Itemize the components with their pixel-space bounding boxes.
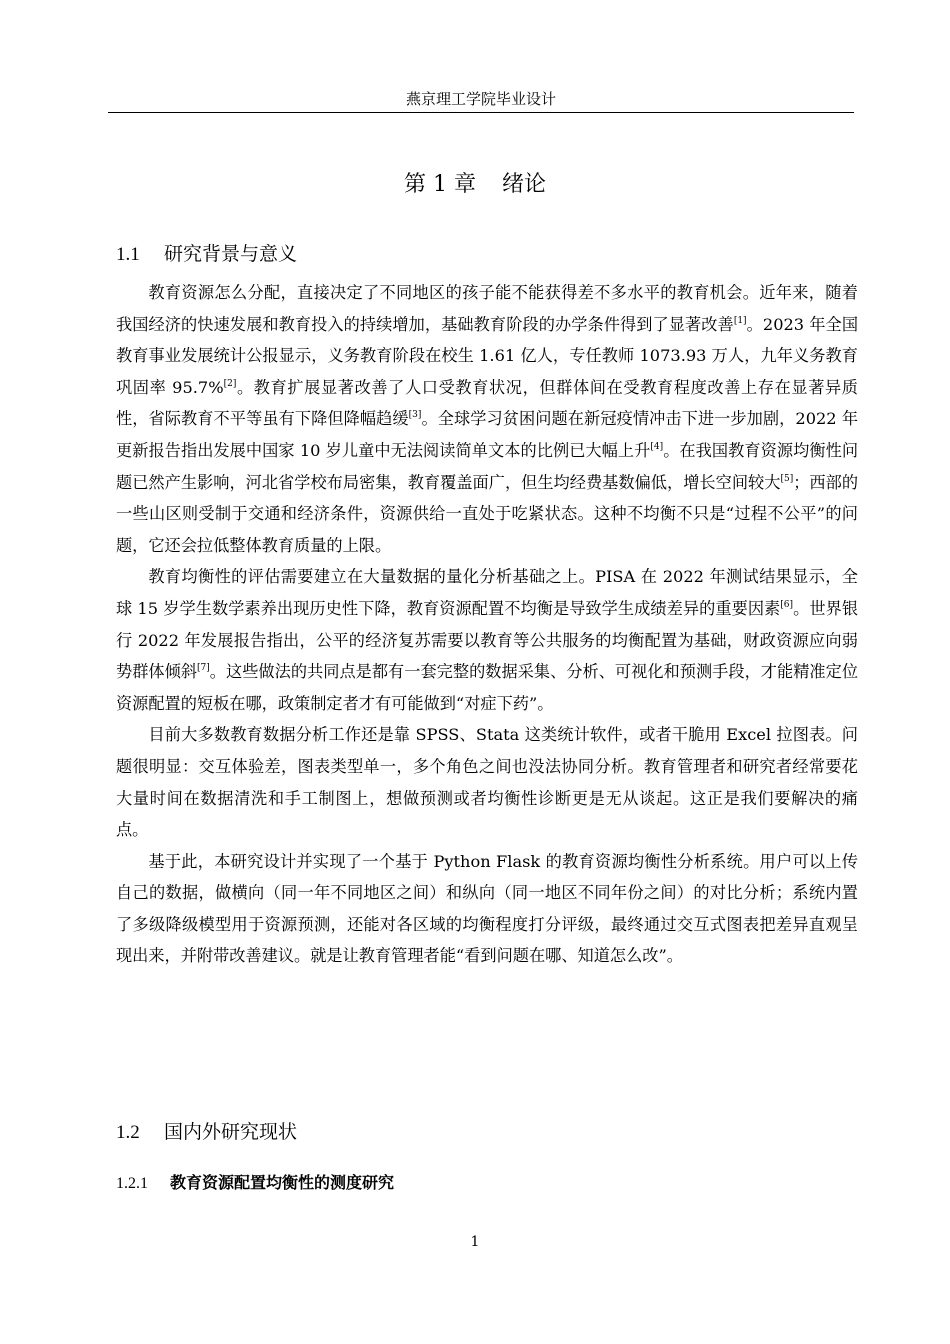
paragraph-1 — [116, 277, 858, 561]
text-run: 目前大多数教育数据分析工作还是靠 SPSS、Stata 这类统计软件，或者干脆用 Excel 拉图表。问题很明显：交互体验差，图表类型单一，多个角色之间也没法协同分析。教育管理者和研究者经常要花大量时间在数据清洗和手工制图上，想做预测或者均衡性诊断更是无从谈起。这正是我们要解决的痛点。 — [116, 725, 858, 840]
page-number: 1 — [470, 1234, 480, 1250]
paragraph-4 — [116, 846, 858, 972]
section-title: 研究背景与意义 — [164, 243, 298, 265]
running-header: 燕京理工学院毕业设计 — [405, 90, 556, 108]
citation-2: [2] — [223, 378, 237, 389]
text-run: 。全球学习贫困问题在新冠疫情冲击下进一步加剧，2022 年更新报告指出发展中国家 10 岁儿童中无法阅读简单文本的比例已大幅上升 — [116, 409, 859, 460]
subsection-heading-1-2-1 — [116, 1170, 394, 1193]
section-heading-1-1 — [116, 239, 297, 266]
section-number: 1.2 — [116, 1122, 140, 1143]
text-run: 教育资源怎么分配，直接决定了不同地区的孩子能不能获得差不多水平的教育机会。近年来，随着我国经济的快速发展和教育投入的持续增加，基础教育阶段的办学条件得到了显著改善 — [116, 283, 858, 334]
subsection-title: 教育资源配置均衡性的测度研究 — [170, 1173, 395, 1192]
paragraph-2 — [116, 561, 858, 719]
citation-4: [4] — [650, 441, 664, 452]
citation-5: [5] — [780, 473, 794, 484]
text-run: 。在我国教育资源均衡性问题已然产生影响，河北省学校布局密集，教育覆盖面广，但生均经费基数偏低，增长空间较大 — [116, 440, 859, 492]
section-number: 1.1 — [116, 244, 140, 265]
text-run: 基于此，本研究设计并实现了一个基于 Python Flask 的教育资源均衡性分析系统。用户可以上传自己的数据，做横向（同一年不同地区之间）和纵向（同一地区不同年份之间）的对比分析；系统内置了多级降级模型用于资源预测，还能对各区域的均衡程度打分评级，最终通过交互式图表把差异直观呈现出来，并附带改善建议。就是让教育管理者能“看到问题在哪、知道怎么改”。 — [116, 851, 858, 966]
chapter-heading — [0, 167, 950, 198]
citation-6: [6] — [780, 599, 794, 610]
text-run: 教育均衡性的评估需要建立在大量数据的量化分析基础之上。PISA 在 2022 年测试结果显示，全球 15 岁学生数学素养出现历史性下降，教育资源配置不均衡是导致学生成绩差异的重要因素 — [116, 567, 858, 618]
text-run: ；西部的一些山区则受制于交通和经济条件，资源供给一直处于吃紧状态。这种不均衡不只是“过程不公平”的问题，它还会拉低整体教育质量的上限。 — [116, 472, 859, 555]
header-rule — [108, 112, 854, 113]
citation-7: [7] — [197, 663, 210, 674]
text-run: 。世界银行 2022 年发展报告指出，公平的经济复苏需要以教育等公共服务的均衡配置为基础，财政资源应向弱势群体倾斜 — [116, 598, 859, 682]
citation-3: [3] — [408, 410, 422, 421]
citation-1: [1] — [733, 315, 747, 326]
body-text — [116, 277, 858, 972]
chapter-title: 绪论 — [501, 172, 546, 197]
section-title: 国内外研究现状 — [164, 1121, 298, 1143]
paragraph-3 — [116, 719, 858, 845]
text-run: 。2023 年全国教育事业发展统计公报显示，义务教育阶段在校生 1.61 亿人，专任教师 1073.93 万人，九年义务教育巩固率 95.7% — [116, 314, 859, 397]
text-run: 。教育扩展显著改善了人口受教育状况，但群体间在受教育程度改善上存在显著异质性，省际教育不平等虽有下降但降幅趋缓 — [116, 377, 858, 429]
subsection-number: 1.2.1 — [116, 1175, 148, 1192]
section-heading-1-2 — [116, 1117, 297, 1144]
chapter-number: 第 1 章 — [404, 172, 476, 197]
text-run: 。这些做法的共同点是都有一套完整的数据采集、分析、可视化和预测手段，才能精准定位资源配置的短板在哪，政策制定者才有可能做到“对症下药”。 — [116, 662, 859, 713]
